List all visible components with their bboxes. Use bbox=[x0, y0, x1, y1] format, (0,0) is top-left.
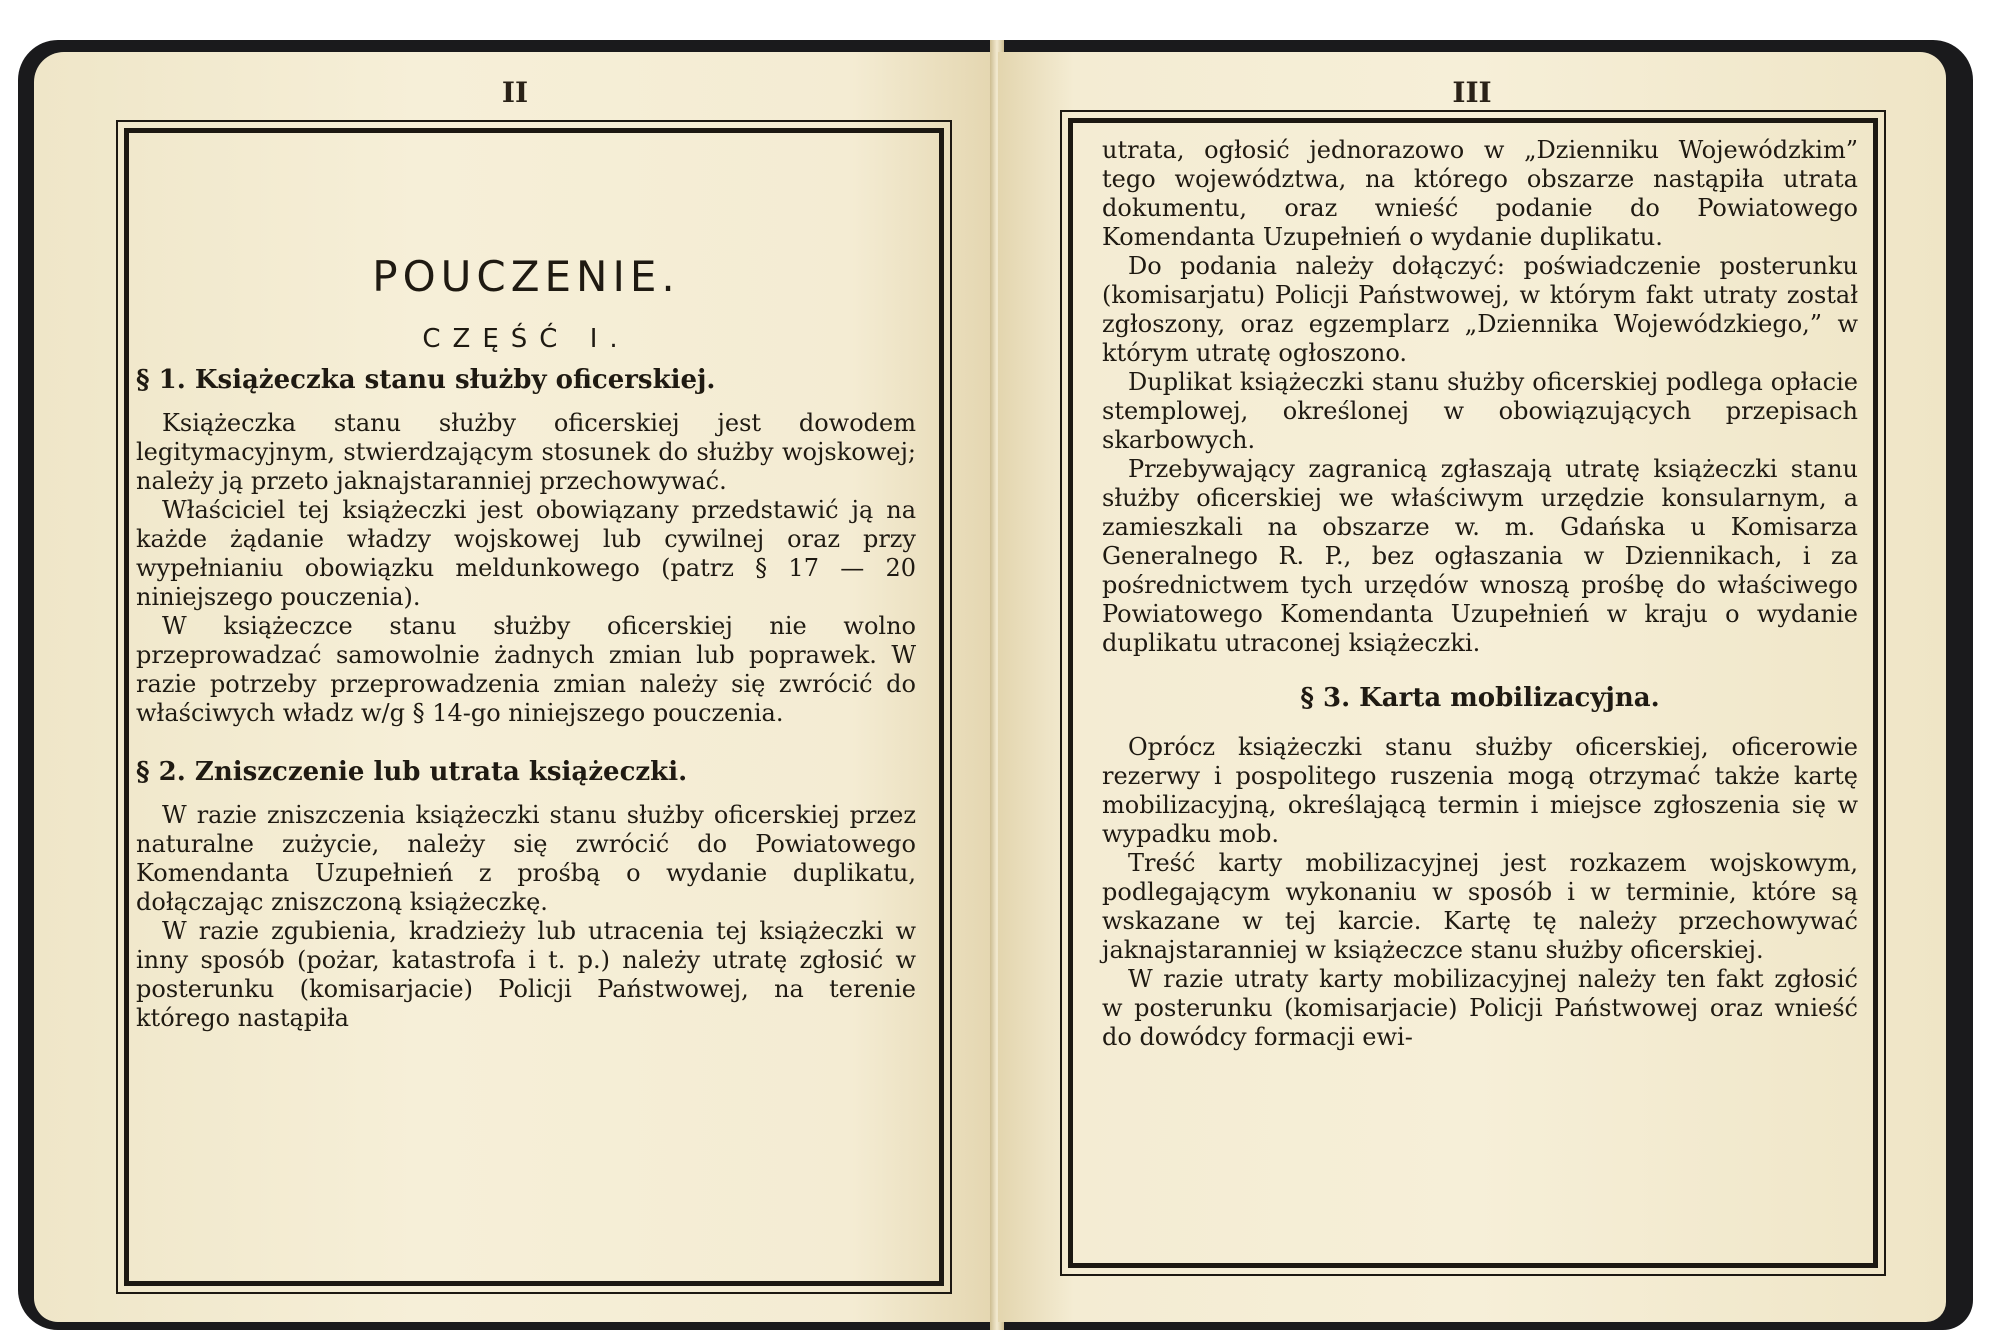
paragraph: Do podania należy dołączyć: poświadczenie posterunku (komisarjatu) Policji Państwowej, w którym fakt utraty został zgłoszony, oraz egzemplarz „Dziennika Wojewódzkiego,” w którym utratę ogłoszono. bbox=[1102, 252, 1858, 367]
paragraph: Właściciel tej książeczki jest obowiązany przedstawić ją na każde żądanie władzy wojskowej lub cywilnej oraz przy wypełnianiu obowiązku meldunkowego (patrz § 17 — 20 niniejszego pouczenia). bbox=[136, 496, 916, 611]
paragraph: Duplikat książeczki stanu służby oficerskiej podlega opłacie stemplowej, określonej w obowiązujących przepisach skarbowych. bbox=[1102, 368, 1858, 454]
paragraph: Książeczka stanu służby oficerskiej jest dowodem legitymacyjnym, stwierdzającym stosunek do służby wojskowej; należy ją przeto jaknajstaranniej przechowywać. bbox=[136, 409, 916, 495]
paragraph: W razie zgubienia, kradzieży lub utracenia tej książeczki w inny sposób (pożar, katastrofa i t. p.) należy utratę zgłosić w posterunku (komisarjacie) Policji Państwowej, na terenie którego nastąpiła bbox=[136, 917, 916, 1032]
section-heading: § 3. Karta mobilizacyjna. bbox=[1300, 683, 1660, 713]
page-number: II bbox=[501, 76, 529, 109]
page-number: III bbox=[1452, 76, 1492, 109]
paragraph: W książeczce stanu służby oficerskiej nie wolno przeprowadzać samowolnie żadnych zmian lub poprawek. W razie potrzeby przeprowadzenia zmian należy się zwrócić do właściwych władz w/g § 14-go niniejszego pouczenia. bbox=[136, 612, 916, 727]
paragraph: Przebywający zagranicą zgłaszają utratę książeczki stanu służby oficerskiej we właściwym urzędzie konsularnym, a zamieszkali na obszarze w. m. Gdańska u Komisarza Generalnego R. P., bez ogłaszania w Dziennikach, i za pośrednictwem tych urzędów wnoszą prośbę do właściwego Powiatowego Komendanta Uzupełnień w kraju o wydanie duplikatu utraconej książeczki. bbox=[1102, 455, 1858, 657]
section-heading: § 1. Książeczka stanu służby oficerskiej. bbox=[136, 365, 716, 395]
right-page bbox=[998, 52, 1946, 1322]
paragraph: Treść karty mobilizacyjnej jest rozkazem wojskowym, podlegającym wykonaniu w sposób i w terminie, które są wskazane w tej karcie. Kartę tę należy przechowywać jaknajstaranniej w książeczce stanu służby oficerskiej. bbox=[1102, 849, 1858, 964]
right-page-text bbox=[1102, 136, 1858, 1052]
paragraph: Oprócz książeczki stanu służby oficerskiej, oficerowie rezerwy i pospolitego ruszenia mogą otrzymać także kartę mobilizacyjną, określającą termin i miejsce zgłoszenia się w wypadku mob. bbox=[1102, 733, 1858, 848]
paragraph: utrata, ogłosić jednorazowo w „Dzienniku Wojewódzkim” tego województwa, na którego obszarze nastąpiła utrata dokumentu, oraz wnieść podanie do Powiatowego Komendanta Uzupełnień o wydanie duplikatu. bbox=[1102, 136, 1858, 251]
paragraph: W razie zniszczenia książeczki stanu służby oficerskiej przez naturalne zużycie, należy się zwrócić do Powiatowego Komendanta Uzupełnień z prośbą o wydanie duplikatu, dołączając zniszczoną książeczkę. bbox=[136, 801, 916, 916]
left-page bbox=[34, 52, 996, 1322]
page-title: POUCZENIE. bbox=[372, 252, 680, 301]
paragraph: W razie utraty karty mobilizacyjnej należy ten fakt zgłosić w posterunku (komisarjacie) Policji Państwowej oraz wnieść do dowódcy formacji ewi- bbox=[1102, 965, 1858, 1051]
left-page-text bbox=[136, 252, 916, 1033]
section-heading: § 2. Zniszczenie lub utrata książeczki. bbox=[136, 757, 688, 787]
part-heading: CZĘŚĆ I. bbox=[422, 324, 630, 354]
